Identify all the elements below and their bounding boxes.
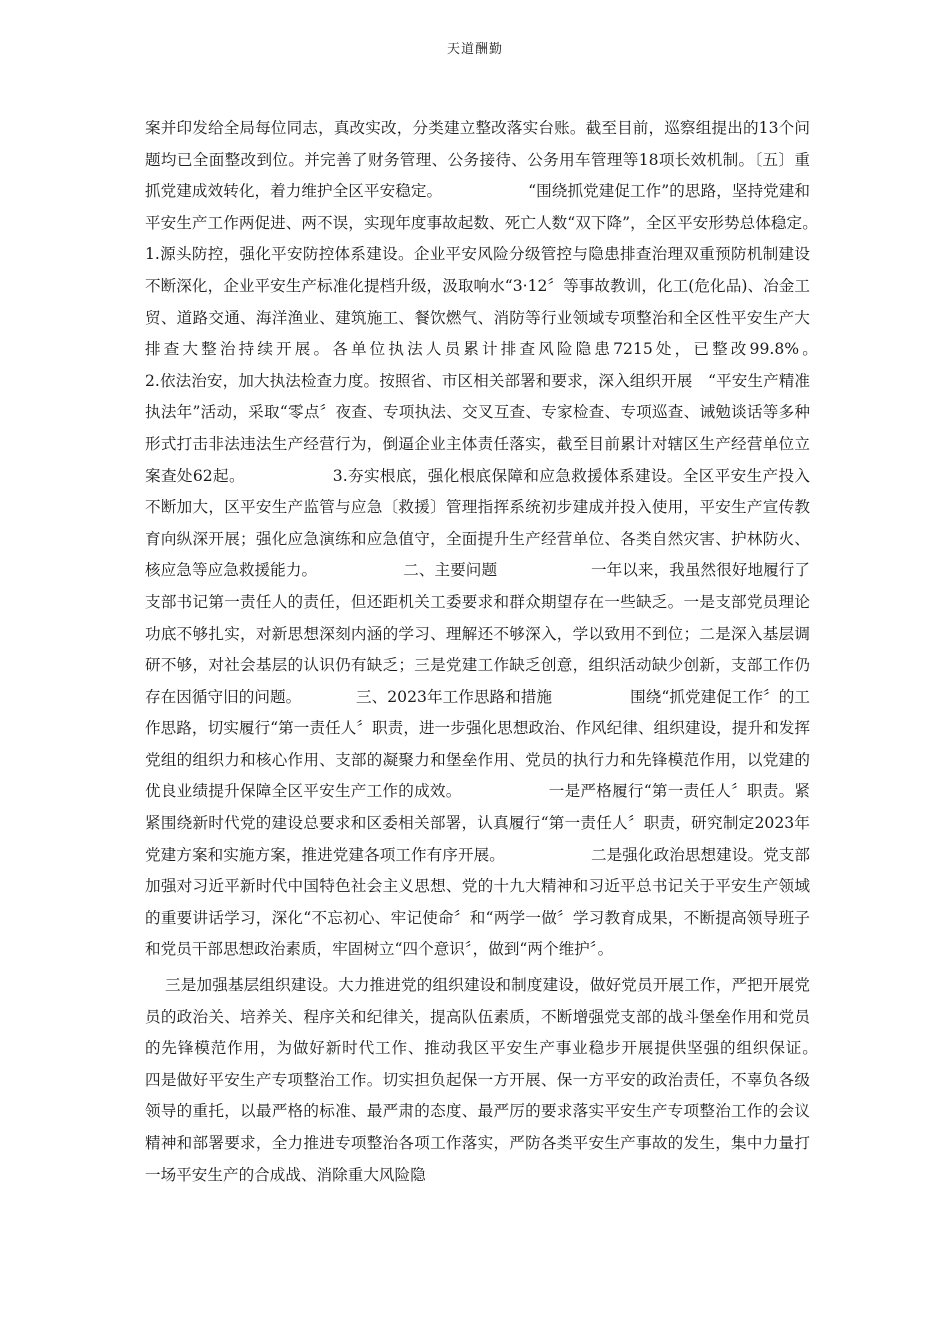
document-body	[145, 113, 904, 1191]
paragraph: 三是加强基层组织建设。大力推进党的组织建设和制度建设，做好党员开展工作，严把开展党员的政治关、培养关、程序关和纪律关，提高队伍素质，不断增强党支部的战斗堡垒作用和党员的先锋模范作用，为做好新时代工作、推动我区平安生产事业稳步开展提供坚强的组织保证。 四是做好平安生产专项整治工作。切实担负起保一方开展、保一方平安的政治责任，不辜负各级领导的重托，以最严格的标准、最严肃的态度、最严厉的要求落实平安生产专项整治工作的会议精神和部署要求，全力推进专项整治各项工作落实，严防各类平安生产事故的发生，集中力量打一场平安生产的合成战、消除重大风险隐	[145, 976, 904, 1184]
page-header: 天道酬勤	[446, 42, 503, 57]
paragraph: 案并印发给全局每位同志，真改实改，分类建立整改落实台账。截至目前，巡察组提出的13个问题均已全面整改到位。并完善了财务管理、公务接待、公务用车管理等18项长效机制。〔五〕重抓党建成效转化，着力维护全区平安稳定。 “围绕抓党建促工作”的思路，坚持党建和平安生产工作两促进、两不误，实现年度事故起数、死亡人数“双下降”，全区平安形势总体稳定。 1.源头防控，强化平安防控体系建设。企业平安风险分级管控与隐患排查治理双重预防机制建设不断深化，企业平安生产标准化提档升级，汲取响水“3·12〞等事故教训，化工(危化品)、冶金工贸、道路交通、海洋渔业、建筑施工、餐饮燃气、消防等行业领域专项整治和全区性平安生产大排查大整治持续开展。各单位执法人员累计排查风险隐患7215处，已整改99.8%。 2.依法治安，加大执法检查力度。按照省、市区相关部署和要求，深入组织开展 “平安生产精准执法年”活动，采取“零点〞夜查、专项执法、交叉互查、专家检查、专项巡查、诫勉谈话等多种形式打击非法违法生产经营行为，倒逼企业主体责任落实，截至目前累计对辖区生产经营单位立案查处62起。 3.夯实根底，强化根底保障和应急救援体系建设。全区平安生产投入不断加大，区平安生产监管与应急〔救援〕管理指挥系统初步建成并投入使用，平安生产宣传教育向纵深开展；强化应急演练和应急值守，全面提升生产经营单位、各类自然灾害、护林防火、核应急等应急救援能力。 二、主要问题 一年以来，我虽然很好地履行了支部书记第一责任人的责任，但还距机关工委要求和群众期望存在一些缺乏。一是支部党员理论功底不够扎实，对新思想深刻内涵的学习、理解还不够深入，学以致用不到位；二是深入基层调研不够，对社会基层的认识仍有缺乏；三是党建工作缺乏创意，组织活动缺少创新，支部工作仍存在因循守旧的问题。 三、2023年工作思路和措施 围绕“抓党建促工作〞的工作思路，切实履行“第一责任人〞职责，进一步强化思想政治、作风纪律、组织建设，提升和发挥党组的组织力和核心作用、支部的凝聚力和堡垒作用、党员的执行力和先锋模范作用，以党建的优良业绩提升保障全区平安生产工作的成效。 一是严格履行“第一责任人〞职责。紧紧围绕新时代党的建设总要求和区委相关部署，认真履行“第一责任人〞职责，研究制定2023年党建方案和实施方案，推进党建各项工作有序开展。 二是强化政治思想建设。党支部加强对习近平新时代中国特色社会主义思想、党的十九大精神和习近平总书记关于平安生产领域的重要讲话学习，深化“不忘初心、牢记使命〞和“两学一做〞学习教育成果，不断提高领导班子和党员干部思想政治素质，牢固树立“四个意识〞，做到“两个维护〞。	[145, 119, 904, 959]
